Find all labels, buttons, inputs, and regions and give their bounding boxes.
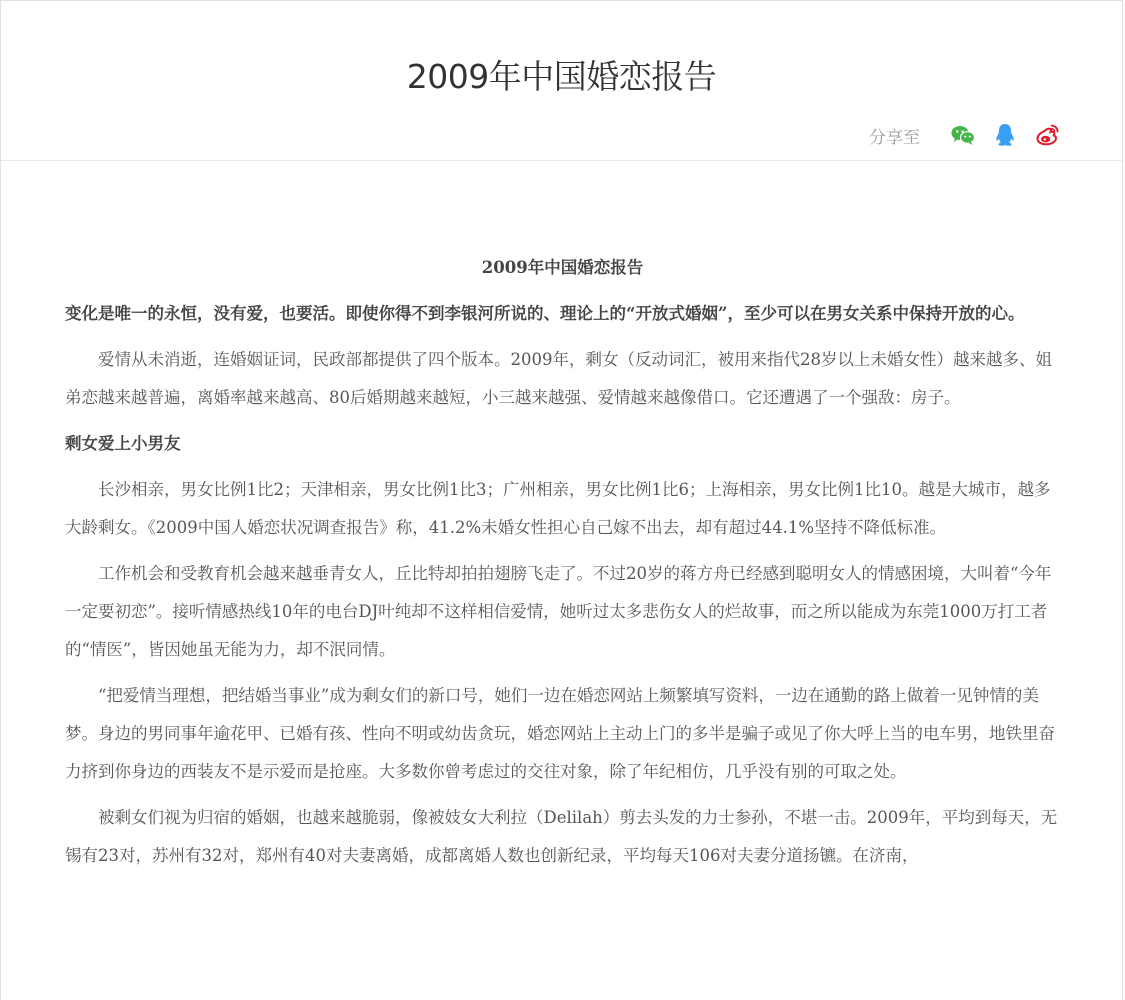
- page-title: 2009年中国婚恋报告: [406, 57, 717, 96]
- qq-icon[interactable]: [992, 122, 1018, 148]
- share-label: 分享至: [869, 127, 920, 148]
- paragraph-4: “把爱情当理想，把结婚当事业”成为剩女们的新口号，她们一边在婚恋网站上频繁填写资料，一边在通勤的路上做着一见钟情的美梦。身边的男同事年逾花甲、已婚有孩、性向不明或幼齿贪玩，婚恋网站上主动上门的多半是骗子或见了你大呼上当的电车男，地铁里奋力挤到你身边的西装友不是示爱而是抢座。大多数你曾考虑过的交往对象，除了年纪相仿，几乎没有别的可取之处。: [65, 686, 1055, 781]
- paragraph-2: 长沙相亲，男女比例1比2；天津相亲，男女比例1比3；广州相亲，男女比例1比6；上海相亲，男女比例1比10。越是大城市，越多大龄剩女。《2009中国人婚恋状况调查报告》称，41.2%未婚女性担心自己嫁不出去，却有超过44.1%坚持不降低标准。: [65, 480, 1051, 537]
- lead-paragraph: 变化是唯一的永恒，没有爱，也要活。即使你得不到李银河所说的、理论上的“开放式婚姻”，至少可以在男女关系中保持开放的心。: [65, 304, 1025, 323]
- article-header: [1, 1, 1122, 161]
- paragraph-5: 被剩女们视为归宿的婚姻，也越来越脆弱，像被妓女大利拉（Delilah）剪去头发的力士参孙，不堪一击。2009年，平均到每天，无锡有23对，苏州有32对，郑州有40对夫妻离婚，成都离婚人数也创新纪录，平均每天106对夫妻分道扬镳。在济南，: [65, 808, 1058, 865]
- section-subheading: 剩女爱上小男友: [65, 434, 181, 453]
- share-bar: [869, 122, 1060, 148]
- article-heading: 2009年中国婚恋报告: [481, 258, 644, 277]
- article-body: [1, 161, 1122, 875]
- paragraph-3: 工作机会和受教育机会越来越垂青女人，丘比特却拍拍翅膀飞走了。不过20岁的蒋方舟已经感到聪明女人的情感困境，大叫着“今年一定要初恋”。接听情感热线10年的电台DJ叶纯却不这样相信爱情，她听过太多悲伤女人的烂故事，而之所以能成为东莞1000万打工者的“情医”，皆因她虽无能为力，却不泯同情。: [65, 564, 1052, 659]
- paragraph-1: 爱情从未消逝，连婚姻证词，民政部都提供了四个版本。2009年，剩女（反动词汇，被用来指代28岁以上未婚女性）越来越多、姐弟恋越来越普遍，离婚率越来越高、80后婚期越来越短，小三越来越强、爱情越来越像借口。它还遭遇了一个强敌：房子。: [65, 350, 1052, 407]
- weibo-icon[interactable]: [1034, 122, 1060, 148]
- wechat-icon[interactable]: [950, 122, 976, 148]
